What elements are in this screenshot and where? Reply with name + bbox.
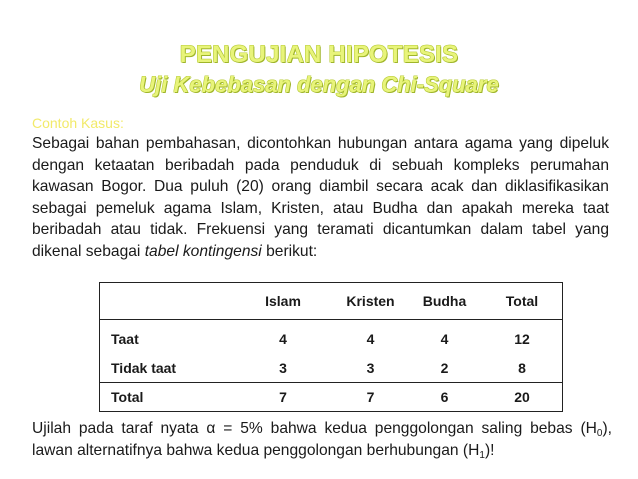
case-line-1: Sebagai bahan pembahasan, dicontohkan hubungan antara agama yang [32,135,553,152]
case-line-2: dipeluk dengan ketaatan beribadah pada penduduk di sebuah kompleks [32,135,609,174]
row-label: Tidak taat [100,353,233,383]
row-label: Taat [100,320,233,354]
header-cell-kristen: Kristen [334,283,407,320]
table-cell: 8 [482,353,563,383]
table-cell: 7 [334,383,407,412]
row-label: Total [100,383,233,412]
header-cell-empty [100,283,233,320]
header-cell-total: Total [482,283,563,320]
term-tabel-kontingensi: tabel kontingensi [144,242,262,260]
table-row [100,353,563,383]
table-cell: 12 [482,320,563,354]
table-cell: 7 [232,383,334,412]
slide-subtitle: Uji Kebebasan dengan Chi-Square [139,72,499,97]
table-cell: 6 [407,383,482,412]
question-text [32,418,612,461]
h1-subscript: 1 [479,449,485,461]
table-cell: 20 [482,383,563,412]
case-line-6-end: berikut: [261,242,318,260]
case-line-4: dan diklasifikasikan sebagai pemeluk agama Islam, Kristen, atau Budha [32,178,609,217]
header-cell-islam: Islam [232,283,334,320]
table-cell: 3 [279,359,287,376]
table-cell: 4 [366,330,375,347]
table-cell: 4 [279,330,287,347]
slide-title: PENGUJIAN HIPOTESIS [179,41,459,68]
question-line-1: Ujilah pada taraf nyata α = 5% bahwa kedua penggolongan saling bebas [32,420,573,437]
table-cell: 3 [366,359,375,376]
contingency-table [99,282,563,412]
header-cell-budha: Budha [407,283,482,320]
case-line-5: dan apakah mereka taat beribadah atau tidak. Frekuensi yang teramati [32,199,609,239]
h0-subscript: 0 [596,428,603,439]
question-line-2-a: (H [580,420,597,437]
table-total-row [100,383,563,412]
case-line-3: perumahan kawasan Bogor. Dua puluh (20) orang diambil secara acak [32,156,609,196]
table-cell: 4 [440,330,449,347]
question-line-2-c: )! [484,441,495,459]
table-row [100,320,563,354]
case-label: Contoh Kasus: [32,115,124,131]
case-line-6-start: dicantumkan dalam tabel yang dikenal sebagai [32,221,609,260]
table-header-row [100,283,563,320]
table-cell: 2 [440,359,449,376]
case-description [32,133,609,263]
question-line-2-b: ), lawan alternatifnya bahwa kedua penggolongan berhubungan (H [32,420,612,459]
